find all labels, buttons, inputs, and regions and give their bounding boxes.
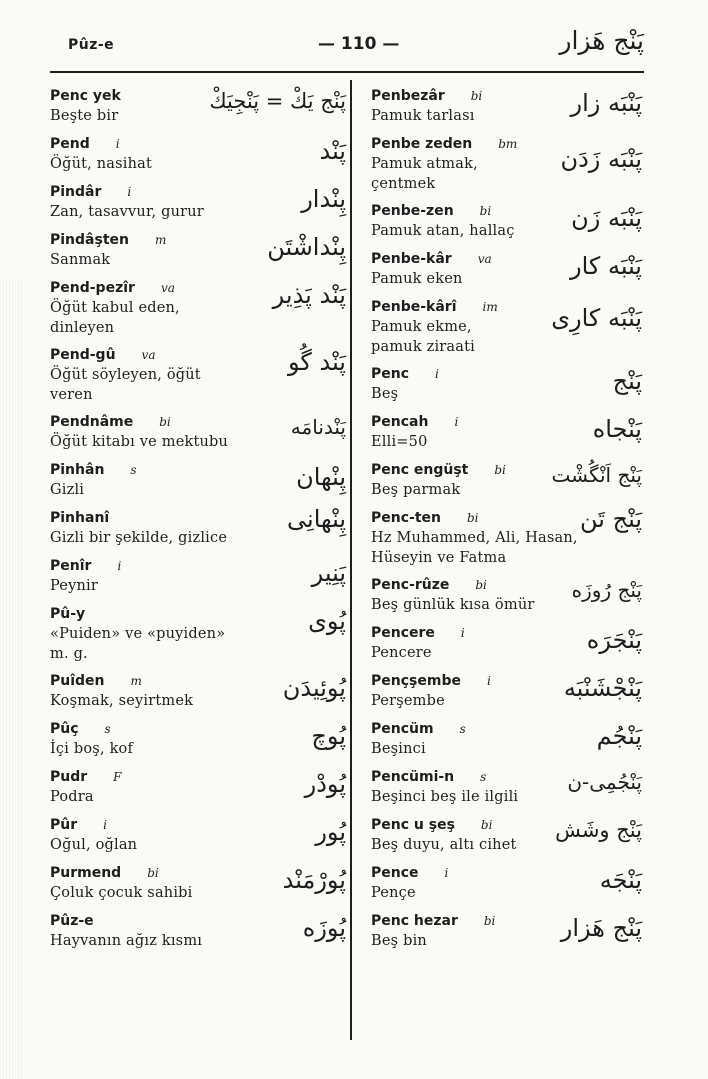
entry-arabic: پَنْج وشَش	[555, 818, 642, 842]
dictionary-entry	[50, 864, 350, 904]
entry-term: Penc hezar bi	[371, 913, 496, 929]
dictionary-entry	[50, 231, 350, 271]
dictionary-entry	[50, 768, 350, 808]
entry-pos: s	[130, 463, 137, 477]
entry-meaning: «Puiden» ve «puyiden» m. g.	[50, 626, 226, 662]
dictionary-entry	[371, 576, 646, 616]
entry-arabic: پَنْج تَن	[580, 505, 642, 533]
entry-pos: bi	[480, 818, 493, 832]
entry-meaning: Pamuk tarlası	[371, 108, 475, 124]
entry-pos: i	[460, 626, 465, 640]
entry-arabic: پَنْج اَنْگُشْت	[551, 463, 642, 487]
entry-term: Pindâşten m	[50, 232, 167, 248]
entry-meaning: Sanmak	[50, 252, 111, 268]
entry-pos: bi	[467, 511, 479, 525]
entry-pos: bi	[159, 415, 171, 429]
header-rule	[50, 71, 644, 73]
entry-arabic: پَنْد	[319, 137, 346, 165]
entry-pos: bi	[475, 578, 487, 592]
dictionary-entry	[50, 557, 350, 597]
entry-pos: s	[480, 770, 487, 784]
entry-meaning: Beş	[371, 386, 399, 402]
entry-pos: va	[160, 281, 175, 295]
entry-meaning: Gizli bir şekilde, gizlice	[50, 530, 228, 546]
entry-term: Pençşembe i	[371, 673, 491, 689]
entry-pos: bi	[494, 463, 506, 477]
header-first-word: Pûz-e	[68, 37, 115, 53]
entry-term: Puîden m	[50, 673, 142, 689]
dictionary-entry	[371, 135, 646, 194]
entry-arabic: پِنْهانِى	[287, 505, 346, 533]
dictionary-entry	[371, 912, 646, 952]
entry-term: Penc-ten bi	[371, 510, 479, 526]
entry-term: Pindâr i	[50, 184, 132, 200]
entry-arabic: پَنْد گُو	[288, 348, 346, 376]
entry-meaning: Podra	[50, 789, 94, 805]
entry-term: Pudr F	[50, 769, 122, 785]
dictionary-entry	[371, 365, 646, 405]
dictionary-entry	[50, 461, 350, 501]
entry-arabic: پَنْج رُوزَه	[571, 578, 642, 602]
entry-meaning: Pamuk atan, hallaç	[371, 223, 515, 239]
entry-arabic: پِنْدار	[301, 185, 346, 213]
entry-meaning: Çoluk çocuk sahibi	[50, 885, 193, 901]
entry-pos: i	[486, 674, 491, 688]
entry-term: Pûz-e	[50, 913, 94, 929]
entry-term: Penbe zeden bm	[371, 136, 518, 152]
entry-meaning: Beşinci	[371, 741, 426, 757]
entry-arabic: پَنْجَه	[599, 866, 642, 894]
entry-meaning: Oğul, oğlan	[50, 837, 138, 853]
entry-arabic: پَنْجُم	[596, 722, 642, 750]
right-column	[371, 87, 646, 960]
entry-arabic: پَنْبَه كار	[570, 252, 642, 280]
entry-arabic: پُور	[315, 818, 346, 846]
dictionary-entry	[50, 279, 350, 338]
dictionary-entry	[50, 346, 350, 405]
entry-arabic: پُوچ	[311, 722, 346, 750]
entry-term: Pence i	[371, 865, 449, 881]
entry-pos: bi	[479, 204, 492, 218]
entry-arabic: پَنْج يَكْ = پَنْجِيَكْ	[209, 89, 346, 113]
scanned-page-edge	[0, 280, 22, 1079]
entry-meaning: Beş günlük kısa ömür	[371, 597, 535, 613]
entry-meaning: Beş parmak	[371, 482, 461, 498]
entry-term: Pencüm s	[371, 721, 466, 737]
entry-arabic: پُورْمَنْد	[282, 866, 346, 894]
entry-meaning: Beş bin	[371, 933, 427, 949]
entry-meaning: Zan, tasavvur, gurur	[50, 204, 204, 220]
entry-pos: bi	[147, 866, 159, 880]
entry-pos: s	[104, 722, 111, 736]
entry-term: Pencere i	[371, 625, 465, 641]
entry-pos: bi	[483, 914, 496, 928]
entry-pos: i	[435, 367, 439, 381]
entry-arabic: پَنْبَه كارِى	[551, 304, 642, 332]
entry-meaning: Öğüt, nasihat	[50, 156, 153, 172]
dictionary-entry	[50, 135, 350, 175]
entry-meaning: Öğüt kitabı ve mektubu	[50, 434, 229, 450]
entry-meaning: Pamuk ekme, pamuk ziraati	[371, 319, 475, 355]
dictionary-entry	[371, 87, 646, 127]
entry-arabic: پِنْهان	[296, 463, 346, 491]
entry-pos: im	[482, 300, 498, 314]
entry-term: Pû-y	[50, 606, 86, 622]
dictionary-entry	[50, 816, 350, 856]
entry-arabic: پَنْج هَزار	[560, 914, 642, 942]
entry-meaning: İçi boş, kof	[50, 741, 134, 757]
entry-term: Pinhanî	[50, 510, 110, 526]
entry-meaning: Beş duyu, altı cihet	[371, 837, 517, 853]
column-divider	[350, 80, 352, 1040]
dictionary-entry	[371, 768, 646, 808]
dictionary-entry	[371, 720, 646, 760]
entry-term: Penc-rûze bi	[371, 577, 487, 593]
entry-pos: va	[477, 252, 492, 266]
entry-meaning: Perşembe	[371, 693, 445, 709]
entry-arabic: پَنْد پَذِير	[272, 281, 346, 309]
dictionary-entry	[371, 202, 646, 242]
entry-arabic: پُوئِيدَن	[282, 674, 346, 702]
entry-term: Purmend bi	[50, 865, 159, 881]
entry-meaning: Öğüt söyleyen, öğüt veren	[50, 367, 201, 403]
entry-pos: bm	[498, 137, 518, 151]
entry-meaning: Pencere	[371, 645, 432, 661]
entry-pos: i	[454, 415, 459, 429]
entry-term: Pencah i	[371, 414, 459, 430]
entry-term: Penbe-kâr va	[371, 251, 492, 267]
entry-pos: F	[113, 770, 122, 784]
dictionary-entry	[50, 672, 350, 712]
dictionary-entry	[371, 298, 646, 357]
entry-arabic: پَنْبَه زار	[570, 89, 642, 117]
entry-meaning: Beşinci beş ile ilgili	[371, 789, 519, 805]
entry-meaning: Beşte bir	[50, 108, 119, 124]
dictionary-entry	[50, 505, 350, 549]
entry-pos: bi	[470, 89, 483, 103]
entry-arabic: پَنِير	[311, 559, 346, 587]
entry-meaning: Gizli	[50, 482, 85, 498]
dictionary-entry	[50, 720, 350, 760]
entry-pos: i	[117, 559, 122, 573]
entry-meaning: Hayvanın ağız kısmı	[50, 933, 203, 949]
entry-pos: va	[141, 348, 156, 362]
entry-arabic: پَنْجُمِى-ن	[567, 770, 642, 794]
dictionary-entry	[371, 461, 646, 501]
page-number: — 110 —	[318, 34, 400, 54]
entry-term: Pend-pezîr va	[50, 280, 175, 296]
entry-arabic: پَنْجْشَنْبَه	[563, 674, 642, 702]
entry-pos: i	[115, 137, 120, 151]
dictionary-entry	[371, 505, 646, 568]
entry-term: Penbezâr bi	[371, 88, 483, 104]
entry-pos: m	[130, 674, 142, 688]
entry-arabic: پَنْجَرَه	[586, 626, 642, 654]
entry-arabic: پُوى	[308, 607, 346, 635]
entry-meaning: Pençe	[371, 885, 416, 901]
entry-meaning: Pamuk atmak, çentmek	[371, 156, 478, 192]
header-last-word-arabic: پَنْج هَزار	[559, 26, 644, 55]
entry-term: Penc engüşt bi	[371, 462, 506, 478]
entry-arabic: پَنْبَه زَدَن	[560, 145, 642, 173]
entry-term: Penîr i	[50, 558, 122, 574]
dictionary-entry	[50, 87, 350, 127]
entry-term: Pinhân s	[50, 462, 137, 478]
entry-arabic: پُوزَه	[302, 914, 346, 942]
dictionary-entry	[371, 864, 646, 904]
entry-arabic: پَنْبَه زَن	[571, 204, 642, 232]
entry-arabic: پَنْجاه	[592, 415, 642, 443]
dictionary-entry	[50, 605, 350, 664]
entry-meaning: Öğüt kabul eden, dinleyen	[50, 300, 180, 336]
entry-pos: i	[127, 185, 132, 199]
dictionary-entry	[50, 912, 350, 952]
entry-meaning: Peynir	[50, 578, 98, 594]
dictionary-entry	[371, 413, 646, 453]
dictionary-entry	[50, 413, 350, 453]
entry-term: Penc i	[371, 366, 439, 382]
entry-pos: m	[154, 233, 167, 247]
entry-pos: s	[459, 722, 466, 736]
dictionary-entry	[371, 250, 646, 290]
entry-term: Pûr i	[50, 817, 107, 833]
entry-term: Penbe-zen bi	[371, 203, 492, 219]
dictionary-entry	[371, 816, 646, 856]
dictionary-entry	[50, 183, 350, 223]
entry-arabic: پِنْداشْتَن	[267, 233, 346, 261]
entry-arabic: پَنْج	[612, 367, 642, 395]
entry-meaning: Pamuk eken	[371, 271, 463, 287]
entry-arabic: پَنْدنامَه	[290, 415, 346, 439]
entry-meaning: Koşmak, seyirtmek	[50, 693, 194, 709]
dictionary-entry	[371, 624, 646, 664]
entry-term: Penc u şeş bi	[371, 817, 493, 833]
dictionary-entry	[371, 672, 646, 712]
entry-meaning: Hz Muhammed, Ali, Hasan, Hüseyin ve Fatma	[371, 530, 578, 566]
entry-meaning: Elli=50	[371, 434, 428, 450]
entry-term: Penc yek	[50, 88, 121, 104]
entry-term: Pendnâme bi	[50, 414, 171, 430]
entry-term: Pend i	[50, 136, 120, 152]
entry-pos: i	[444, 866, 449, 880]
entry-arabic: پُودْر	[304, 770, 346, 798]
entry-pos: i	[103, 818, 107, 832]
entry-term: Pûç s	[50, 721, 111, 737]
left-column	[50, 87, 350, 960]
entry-term: Pend-gû va	[50, 347, 156, 363]
entry-term: Pencümi-n s	[371, 769, 487, 785]
entry-term: Penbe-kârî im	[371, 299, 498, 315]
